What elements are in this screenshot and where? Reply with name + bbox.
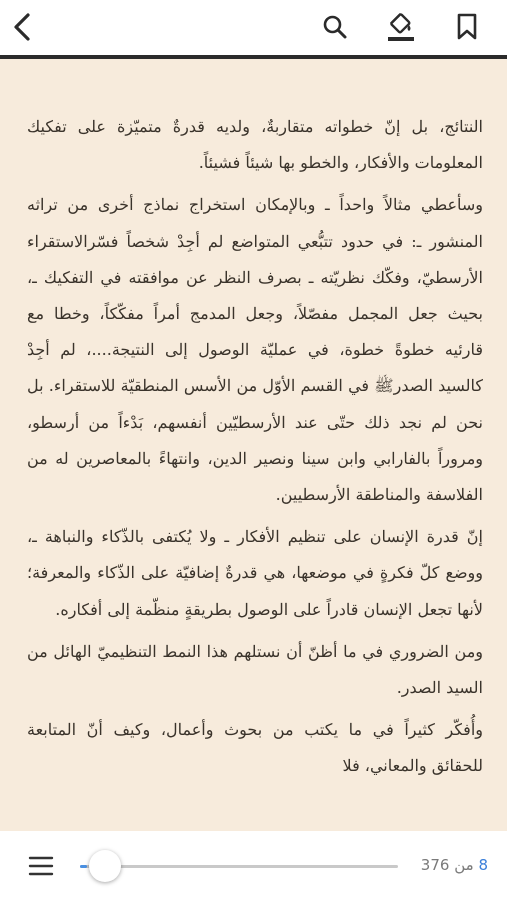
page-slider-thumb[interactable]: [89, 850, 121, 882]
search-icon: [321, 13, 349, 41]
hamburger-menu-icon: [26, 851, 56, 881]
bookmark-icon: [455, 13, 479, 41]
theme-button[interactable]: [384, 10, 418, 44]
page-slider-track[interactable]: [80, 865, 398, 868]
paragraph: ومن الضروري في ما أظنّ أن نستلهم هذا النمط التنظيميّ الهائل من السيد الصدر.: [27, 641, 483, 698]
paragraph: إنّ قدرة الإنسان على تنظيم الأفكار ـ ولا يُكتفى بالذّكاء والنباهة ـ، ووضع كلّ فكرةٍ في موضعها، هي قدرةٌ إضافيّة على الذّكاء والمعرفة؛ لأنها تجعل الإنسان قادراً على الوصول بطريقةٍ منظّمة إلى أفكاره.: [27, 527, 484, 619]
table-of-contents-button[interactable]: [26, 851, 56, 881]
chevron-left-icon: [10, 12, 36, 42]
reader-page[interactable]: [0, 59, 507, 831]
page-separator: من: [454, 856, 474, 874]
page-indicator: [414, 856, 488, 878]
bottom-navigation-bar: [0, 831, 507, 900]
paragraph: وأُفكّر كثيراً في ما يكتب من بحوث وأعمال، وكيف أنّ المتابعة للحقائق والمعاني، فلا: [27, 720, 483, 776]
paragraph: النتائج، بل إنّ خطواته متقاربةٌ، ولديه قدرةٌ متميّزة على تفكيك المعلومات والأفكار، والخطو بها شيئاً فشيئاً.: [27, 117, 483, 173]
bookmark-button[interactable]: [450, 10, 484, 44]
total-pages: 376: [420, 856, 450, 874]
back-button[interactable]: [6, 10, 40, 44]
search-button[interactable]: [318, 10, 352, 44]
top-toolbar: [0, 0, 507, 59]
book-text: [27, 109, 483, 791]
page-slider-progress: [80, 865, 87, 868]
paint-bucket-icon: [385, 11, 417, 43]
paragraph: وسأعطي مثالاً واحداً ـ وبالإمكان استخراج نماذج أخرى من تراثه المنشور ـ: في حدود تتبُّعي المتواضع لم أجِدْ شخصاً فسّرالاستقراء الأرسطيّ، وفكّك نظريّته ـ بصرف النظر عن موافقته في التفكيك ـ، بحيث جعل المجمل مفصّلاً، وجعل المدمج أمراً مفكّكاً، وخطا مع قارئيه خطوةً خطوة، في عمليّة الوصول إلى النتيجة....، لم أجِدْ كالسيد الصدرﷺ في القسم الأوّل من الأسس المنطقيّة للاستقراء. بل نحن لم نجد ذلك حتّى عند الأرسطيّين أنفسهم، بَدْءاً من أرسطو، ومروراً بالفارابي وابن سينا ونصير الدين، وانتهاءً بالمعاصرين له من الفلاسفة والمناطقة الأرسطيين.: [27, 195, 484, 505]
current-page-number: 8: [478, 856, 488, 874]
